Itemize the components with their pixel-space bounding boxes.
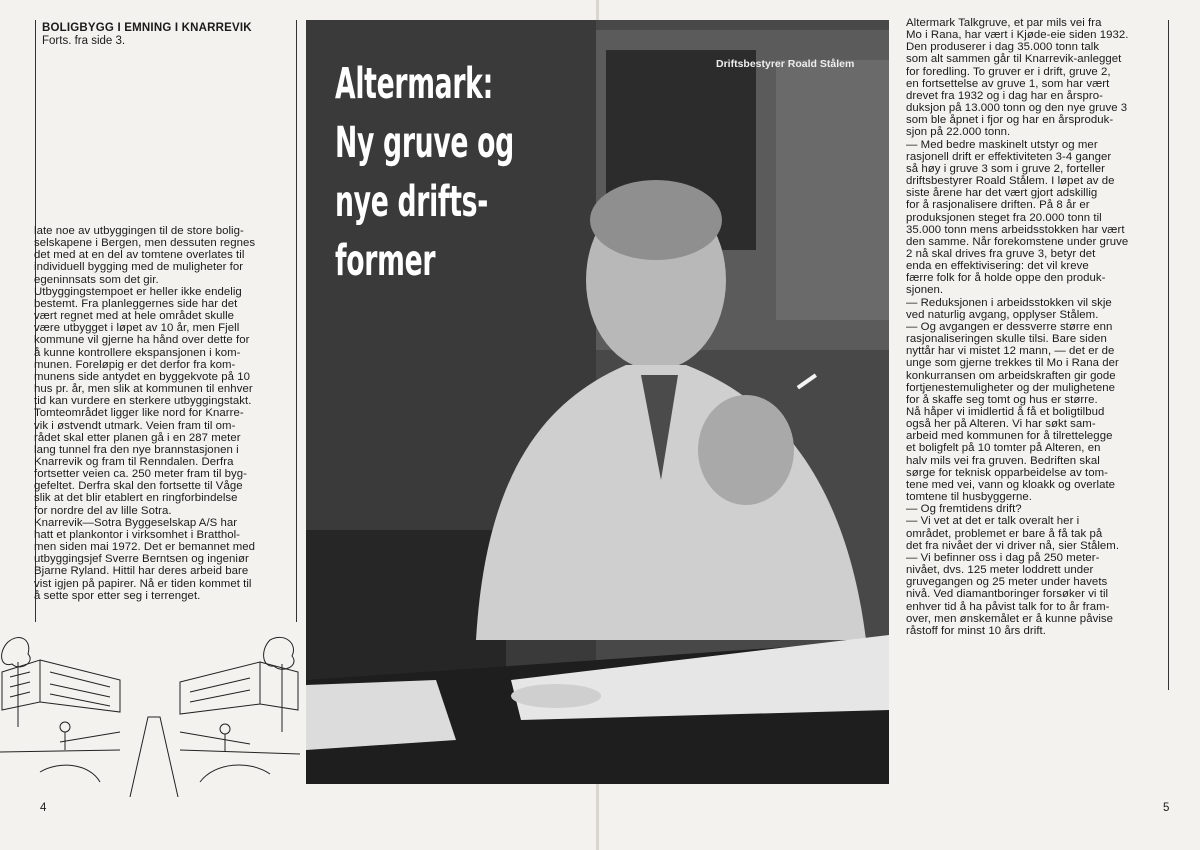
continued-note: Forts. fra side 3. <box>42 35 126 47</box>
left-article-body: late noe av utbyggingen til de store bolig- selskapene i Bergen, men dessuten regnes det med at en del av tomtene overlates til individuell bygging med de muligheter for egeninnsats som det gir. Utbyggingstempoet er heller ikke endelig bestemt. Fra planleggernes side har det vært regnet med at hele området skulle være utbygget i løpet av 10 år, men Fjell kommune vil gjerne ha hånd over dette for å kunne kontrollere ekspansjonen i kom- munen. Foreløpig er det derfor fra kom- munens side antydet en byggekvote på 10 hus pr. år, men slik at kommunen til enhver tid kan vurdere en sterkere utbyggingstakt. Tomteområdet ligger like nord for Knarre- vik i østvendt utmark. Veien fram til om- rådet skal etter planen gå i en 287 meter lang tunnel fra den nye brannstasjonen i Knarrevik og fram til Renndalen. Derfra fortsetter veien ca. 250 meter fram til byg- gefeltet. Derfra skal den fortsette til Våge slik at det blir etablert en ringforbindelse for nordre del av lille Sotra. Knarrevik—Sotra Byggeselskap A/S har hatt et plankontor i virksomhet i Bratthol- men siden mai 1972. Det er bemannet med utbyggingsjef Sverre Berntsen og ingeniør Bjarne Ryland. Hittil har deres arbeid bare vist igjen på papirer. Nå er tiden kommet til å sette spor etter seg i terrenget. <box>34 225 256 602</box>
right-column-rule <box>1168 20 1169 690</box>
housing-street-sketch-icon <box>0 632 300 797</box>
photo-caption: Driftsbestyrer Roald Stålem <box>716 58 855 70</box>
feature-headline: Altermark: Ny gruve og nye drifts- former <box>335 59 514 286</box>
page-number-left: 4 <box>40 802 47 814</box>
section-title: BOLIGBYGG I EMNING I KNARREVIK <box>42 22 252 34</box>
right-article-body: Altermark Talkgruve, et par mils vei fra Mo i Rana, har vært i Kjøde-eie siden 1932. Den produserer i dag 35.000 tonn talk som alt sammen går til Knarrevik-anlegget for foredling. To gruver er i drift, gruve 2, en fortsettelse av gruve 1, som har vært drevet fra 1932 og i dag har en årspro- duksjon på 13.000 tonn og den nye gruve 3 som ble åpnet i fjor og har en årsproduk- sjon på 22.000 tonn. — Med bedre maskinelt utstyr og mer rasjonell drift er effektiviteten 3-4 ganger så høy i gruve 3 som i gruve 2, forteller driftsbestyrer Roald Stålem. I løpet av de siste årene har det vært gjort adskillig for å rasjonalisere driften. På 8 år er produksjonen steget fra 20.000 tonn til 35.000 tonn mens arbeidsstokken har vært den samme. Når forekomstene under gruve 2 nå skal drives fra gruve 3, betyr det enda en effektivisering: det vil kreve færre folk for å holde oppe den produk- sjonen. — Reduksjonen i arbeidsstokken vil skje ved naturlig avgang, opplyser Stålem. — Og avgangen er dessverre større enn rasjonaliseringen skulle tilsi. Bare siden nyttår har vi mistet 12 mann, — det er de unge som gjerne trekkes til Mo i Rana der konkurransen om arbeidskraften gir gode fortjenestemuligheter og der mulighetene for å skaffe seg tomt og hus er større. Nå håper vi imidlertid å få et boligtilbud også her på Alteren. Vi har søkt sam- arbeid med kommunen for å tilrettelegge et boligfelt på 10 tomter på Alteren, en halv mils vei fra gruven. Bedriften skal sørge for teknisk opparbeidelse av tom- tene med vei, vann og kloakk og overlate tomtene til husbyggerne. — Og fremtidens drift? — Vi vet at det er talk overalt her i området, problemet er bare å få tak på det fra nivået der vi driver nå, sier Stålem. — Vi befinner oss i dag på 250 meter- nivået, dvs. 125 meter loddrett under gruvegangen og 25 meter under havets nivå. Ved diamantboringer forsøker vi til enhver tid å ha påvist talk for to år fram- over, men ønskemålet er å kunne påvise råstoff for minst 10 års drift. <box>906 17 1129 637</box>
page-number-right: 5 <box>1163 802 1170 814</box>
left-column-right-rule <box>296 20 297 622</box>
